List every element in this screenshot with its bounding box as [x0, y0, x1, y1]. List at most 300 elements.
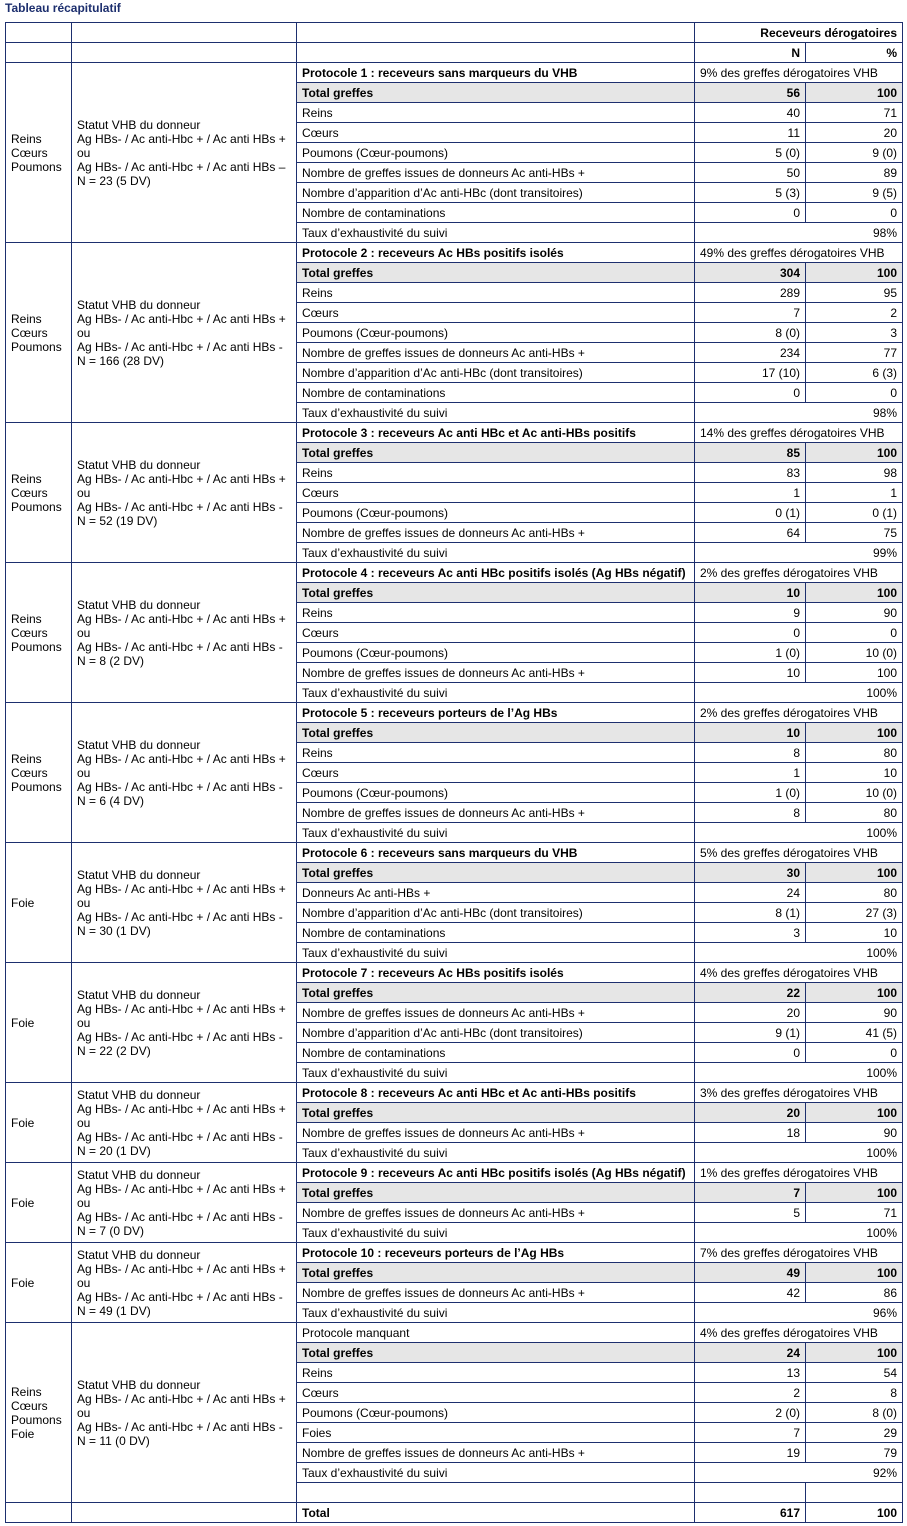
percent-value: 100: [806, 1343, 903, 1363]
organ-label: Foie: [11, 1275, 35, 1290]
donor-status-line: Ag HBs- / Ac anti-Hbc + / Ac anti HBs -: [77, 1129, 283, 1144]
row-label: Reins: [297, 103, 695, 123]
organ-label: Foie: [11, 1195, 35, 1210]
donor-status-line: ou: [77, 895, 91, 910]
organ-label: Cœurs: [11, 325, 48, 340]
percent-value: 54: [806, 1363, 903, 1383]
row-label: Total greffes: [297, 723, 695, 743]
row-label: Nombre d’apparition d’Ac anti-HBc (dont transitoires): [297, 183, 695, 203]
grand-total-count: 617: [695, 1503, 806, 1523]
count-value: 2: [695, 1383, 806, 1403]
organ-label: Foie: [11, 895, 35, 910]
organ-cell: [6, 563, 72, 703]
percent-value: 27 (3): [806, 903, 903, 923]
count-value: 8: [695, 743, 806, 763]
percent-value: 41 (5): [806, 1023, 903, 1043]
row-label: Poumons (Cœur-poumons): [297, 643, 695, 663]
header-pct: %: [806, 43, 903, 63]
protocol-share: 4% des greffes dérogatoires VHB: [695, 1323, 903, 1343]
donor-status-line: Statut VHB du donneur: [77, 1087, 201, 1102]
donor-status-line: Ag HBs- / Ac anti-Hbc + / Ac anti HBs +: [77, 1391, 286, 1406]
row-label: Nombre de contaminations: [297, 1043, 695, 1063]
percent-value: 95: [806, 283, 903, 303]
row-label: Nombre de greffes issues de donneurs Ac anti-HBs +: [297, 163, 695, 183]
grand-total-row: [6, 1503, 903, 1523]
protocol-title: Protocole 6 : receveurs sans marqueurs du VHB: [297, 843, 695, 863]
percent-value: 100: [806, 263, 903, 283]
count-value: 1: [695, 763, 806, 783]
protocol-title: Protocole 3 : receveurs Ac anti HBc et Ac anti-HBs positifs: [297, 423, 695, 443]
row-label: Nombre d’apparition d’Ac anti-HBc (dont transitoires): [297, 363, 695, 383]
organ-label: Cœurs: [11, 145, 48, 160]
row-label: Reins: [297, 603, 695, 623]
protocol-row: [6, 243, 903, 263]
header-receveurs: Receveurs dérogatoires: [695, 23, 903, 43]
count-value: 7: [695, 1423, 806, 1443]
count-value: 7: [695, 303, 806, 323]
organ-label: Foie: [11, 1015, 35, 1030]
donor-status-line: Statut VHB du donneur: [77, 987, 201, 1002]
donor-status-line: Ag HBs- / Ac anti-Hbc + / Ac anti HBs -: [77, 1419, 283, 1434]
row-label: Total greffes: [297, 1343, 695, 1363]
donor-status-line: ou: [77, 1275, 91, 1290]
organ-cell: [6, 843, 72, 963]
percent-value: 71: [806, 1203, 903, 1223]
row-label: Reins: [297, 743, 695, 763]
donor-status-line: ou: [77, 765, 91, 780]
protocol-title: Protocole 5 : receveurs porteurs de l’Ag HBs: [297, 703, 695, 723]
percent-value: 8: [806, 1383, 903, 1403]
organ-label: Foie: [11, 1115, 35, 1130]
count-value: 9: [695, 603, 806, 623]
organ-label: Poumons: [11, 339, 62, 354]
protocol-title: Protocole 7 : receveurs Ac HBs positifs isolés: [297, 963, 695, 983]
count-value: 11: [695, 123, 806, 143]
percent-value: 71: [806, 103, 903, 123]
donor-status-line: Ag HBs- / Ac anti-Hbc + / Ac anti HBs -: [77, 909, 283, 924]
protocol-share: 1% des greffes dérogatoires VHB: [695, 1163, 903, 1183]
row-label: Nombre de greffes issues de donneurs Ac anti-HBs +: [297, 1203, 695, 1223]
donor-status-line: Ag HBs- / Ac anti-Hbc + / Ac anti HBs -: [77, 1209, 283, 1224]
protocol-row: [6, 1163, 903, 1183]
percent-value: 29: [806, 1423, 903, 1443]
count-value: 20: [695, 1003, 806, 1023]
percent-value: 0: [806, 203, 903, 223]
protocol-title: Protocole 2 : receveurs Ac HBs positifs isolés: [297, 243, 695, 263]
row-label: Nombre d’apparition d’Ac anti-HBc (dont transitoires): [297, 1023, 695, 1043]
percent-value: 10: [806, 923, 903, 943]
organ-cell: [6, 1243, 72, 1323]
percent-value: 90: [806, 1003, 903, 1023]
percent-value: 8 (0): [806, 1403, 903, 1423]
count-value: 10: [695, 583, 806, 603]
donor-status-cell: [72, 563, 297, 703]
donor-status-line: Ag HBs- / Ac anti-Hbc + / Ac anti HBs +: [77, 131, 286, 146]
header-empty-cell: [72, 23, 297, 43]
organ-label: Reins: [11, 471, 42, 486]
row-label: Taux d’exhaustivité du suivi: [297, 223, 695, 243]
protocol-share: 4% des greffes dérogatoires VHB: [695, 963, 903, 983]
count-value: 9 (1): [695, 1023, 806, 1043]
donor-status-cell: [72, 703, 297, 843]
row-label: Total greffes: [297, 583, 695, 603]
count-value: 0: [695, 203, 806, 223]
donor-status-line: Ag HBs- / Ac anti-Hbc + / Ac anti HBs +: [77, 751, 286, 766]
protocol-row: [6, 1323, 903, 1343]
organ-label: Cœurs: [11, 625, 48, 640]
row-label: Cœurs: [297, 303, 695, 323]
percent-value: 9 (5): [806, 183, 903, 203]
percent-value: 79: [806, 1443, 903, 1463]
donor-status-cell: [72, 1323, 297, 1503]
protocol-row: [6, 63, 903, 83]
percent-value: 90: [806, 1123, 903, 1143]
row-label: Nombre de greffes issues de donneurs Ac anti-HBs +: [297, 1003, 695, 1023]
percent-value: 100: [806, 983, 903, 1003]
summary-table: [5, 22, 903, 1523]
row-label: Taux d’exhaustivité du suivi: [297, 1463, 695, 1483]
header-empty-cell: [297, 23, 695, 43]
count-value: 2 (0): [695, 1403, 806, 1423]
organ-cell: [6, 423, 72, 563]
organ-label: Foie: [11, 1426, 35, 1441]
percent-value: 100: [806, 663, 903, 683]
protocol-row: [6, 843, 903, 863]
protocol-title: Protocole 4 : receveurs Ac anti HBc positifs isolés (Ag HBs négatif): [297, 563, 695, 583]
protocol-title: Protocole 1 : receveurs sans marqueurs du VHB: [297, 63, 695, 83]
donor-status-line: ou: [77, 1115, 91, 1130]
donor-status-cell: [72, 423, 297, 563]
count-value: 50: [695, 163, 806, 183]
completeness-value: 92%: [695, 1463, 903, 1483]
row-label: Poumons (Cœur-poumons): [297, 1403, 695, 1423]
organ-label: Poumons: [11, 499, 62, 514]
donor-status-line: N = 22 (2 DV): [77, 1043, 151, 1058]
row-label: Total greffes: [297, 983, 695, 1003]
completeness-value: 96%: [695, 1303, 903, 1323]
count-value: 40: [695, 103, 806, 123]
count-value: 0: [695, 1043, 806, 1063]
count-value: 5 (0): [695, 143, 806, 163]
donor-status-cell: [72, 1243, 297, 1323]
count-value: 83: [695, 463, 806, 483]
row-label: Cœurs: [297, 1383, 695, 1403]
percent-value: 100: [806, 583, 903, 603]
header-empty-cell: [6, 23, 72, 43]
organ-label: Poumons: [11, 1412, 62, 1427]
table-body: [6, 63, 903, 1523]
percent-value: 89: [806, 163, 903, 183]
header-empty-cell: [297, 43, 695, 63]
percent-value: 77: [806, 343, 903, 363]
row-label: Taux d’exhaustivité du suivi: [297, 1303, 695, 1323]
percent-value: 2: [806, 303, 903, 323]
row-label: Poumons (Cœur-poumons): [297, 323, 695, 343]
donor-status-line: Ag HBs- / Ac anti-Hbc + / Ac anti HBs +: [77, 311, 286, 326]
percent-value: 0: [806, 1043, 903, 1063]
donor-status-cell: [72, 1083, 297, 1163]
donor-status-line: Statut VHB du donneur: [77, 457, 201, 472]
row-label: Taux d’exhaustivité du suivi: [297, 1223, 695, 1243]
protocol-title: Protocole 10 : receveurs porteurs de l’Ag HBs: [297, 1243, 695, 1263]
donor-status-line: N = 7 (0 DV): [77, 1223, 145, 1238]
count-value: [695, 1483, 806, 1503]
count-value: 17 (10): [695, 363, 806, 383]
row-label: Cœurs: [297, 123, 695, 143]
row-label: Total greffes: [297, 1263, 695, 1283]
row-label: [297, 1483, 695, 1503]
organ-cell: [6, 243, 72, 423]
donor-status-line: Statut VHB du donneur: [77, 297, 201, 312]
count-value: 24: [695, 883, 806, 903]
percent-value: 80: [806, 883, 903, 903]
percent-value: 98: [806, 463, 903, 483]
protocol-row: [6, 423, 903, 443]
donor-status-line: Ag HBs- / Ac anti-Hbc + / Ac anti HBs -: [77, 639, 283, 654]
header-row-1: [6, 23, 903, 43]
count-value: 1 (0): [695, 643, 806, 663]
count-value: 0: [695, 383, 806, 403]
percent-value: 0 (1): [806, 503, 903, 523]
row-label: Cœurs: [297, 483, 695, 503]
donor-status-cell: [72, 63, 297, 243]
count-value: 10: [695, 663, 806, 683]
count-value: 8 (0): [695, 323, 806, 343]
protocol-share: 2% des greffes dérogatoires VHB: [695, 703, 903, 723]
row-label: Taux d’exhaustivité du suivi: [297, 1063, 695, 1083]
donor-status-line: N = 49 (1 DV): [77, 1303, 151, 1318]
percent-value: 86: [806, 1283, 903, 1303]
count-value: 64: [695, 523, 806, 543]
organ-cell: [6, 1163, 72, 1243]
count-value: 5: [695, 1203, 806, 1223]
row-label: Poumons (Cœur-poumons): [297, 503, 695, 523]
row-label: Taux d’exhaustivité du suivi: [297, 943, 695, 963]
donor-status-line: Ag HBs- / Ac anti-Hbc + / Ac anti HBs -: [77, 1289, 283, 1304]
row-label: Cœurs: [297, 763, 695, 783]
empty-cell: [6, 1503, 72, 1523]
percent-value: 6 (3): [806, 363, 903, 383]
row-label: Taux d’exhaustivité du suivi: [297, 1143, 695, 1163]
donor-status-cell: [72, 843, 297, 963]
donor-status-cell: [72, 1163, 297, 1243]
completeness-value: 100%: [695, 683, 903, 703]
donor-status-line: N = 23 (5 DV): [77, 173, 151, 188]
count-value: 1 (0): [695, 783, 806, 803]
completeness-value: 100%: [695, 823, 903, 843]
row-label: Cœurs: [297, 623, 695, 643]
donor-status-line: N = 20 (1 DV): [77, 1143, 151, 1158]
row-label: Poumons (Cœur-poumons): [297, 783, 695, 803]
row-label: Poumons (Cœur-poumons): [297, 143, 695, 163]
header-row-2: [6, 43, 903, 63]
count-value: 304: [695, 263, 806, 283]
organ-label: Reins: [11, 131, 42, 146]
donor-status-line: ou: [77, 1405, 91, 1420]
count-value: 24: [695, 1343, 806, 1363]
percent-value: 100: [806, 723, 903, 743]
row-label: Taux d’exhaustivité du suivi: [297, 403, 695, 423]
donor-status-line: Statut VHB du donneur: [77, 1377, 201, 1392]
count-value: 13: [695, 1363, 806, 1383]
row-label: Total greffes: [297, 1103, 695, 1123]
row-label: Nombre de contaminations: [297, 383, 695, 403]
percent-value: 0: [806, 383, 903, 403]
donor-status-line: Ag HBs- / Ac anti-Hbc + / Ac anti HBs -: [77, 499, 283, 514]
organ-label: Reins: [11, 611, 42, 626]
organ-label: Cœurs: [11, 1398, 48, 1413]
row-label: Donneurs Ac anti-HBs +: [297, 883, 695, 903]
donor-status-line: Ag HBs- / Ac anti-Hbc + / Ac anti HBs +: [77, 1101, 286, 1116]
header-n: N: [695, 43, 806, 63]
row-label: Total greffes: [297, 263, 695, 283]
organ-label: Poumons: [11, 639, 62, 654]
percent-value: 3: [806, 323, 903, 343]
completeness-value: 100%: [695, 1143, 903, 1163]
donor-status-cell: [72, 243, 297, 423]
protocol-title: Protocole 8 : receveurs Ac anti HBc et Ac anti-HBs positifs: [297, 1083, 695, 1103]
row-label: Nombre de greffes issues de donneurs Ac anti-HBs +: [297, 523, 695, 543]
organ-cell: [6, 703, 72, 843]
completeness-value: 100%: [695, 943, 903, 963]
percent-value: 10 (0): [806, 783, 903, 803]
percent-value: 10 (0): [806, 643, 903, 663]
row-label: Total greffes: [297, 863, 695, 883]
donor-status-line: N = 30 (1 DV): [77, 923, 151, 938]
completeness-value: 100%: [695, 1063, 903, 1083]
empty-cell: [72, 1503, 297, 1523]
completeness-value: 99%: [695, 543, 903, 563]
row-label: Total greffes: [297, 1183, 695, 1203]
protocol-title: Protocole 9 : receveurs Ac anti HBc positifs isolés (Ag HBs négatif): [297, 1163, 695, 1183]
organ-label: Reins: [11, 311, 42, 326]
percent-value: [806, 1483, 903, 1503]
protocol-share: 7% des greffes dérogatoires VHB: [695, 1243, 903, 1263]
organ-label: Cœurs: [11, 765, 48, 780]
donor-status-line: Ag HBs- / Ac anti-Hbc + / Ac anti HBs +: [77, 1261, 286, 1276]
organ-label: Cœurs: [11, 485, 48, 500]
organ-label: Poumons: [11, 159, 62, 174]
organ-label: Reins: [11, 751, 42, 766]
protocol-row: [6, 1083, 903, 1103]
percent-value: 100: [806, 1103, 903, 1123]
percent-value: 10: [806, 763, 903, 783]
protocol-row: [6, 963, 903, 983]
donor-status-line: ou: [77, 485, 91, 500]
count-value: 56: [695, 83, 806, 103]
donor-status-line: Ag HBs- / Ac anti-Hbc + / Ac anti HBs -: [77, 1029, 283, 1044]
count-value: 85: [695, 443, 806, 463]
donor-status-line: N = 11 (0 DV): [77, 1433, 150, 1448]
percent-value: 100: [806, 443, 903, 463]
count-value: 7: [695, 1183, 806, 1203]
donor-status-line: N = 166 (28 DV): [77, 353, 165, 368]
completeness-value: 98%: [695, 223, 903, 243]
row-label: Total greffes: [297, 83, 695, 103]
donor-status-line: Ag HBs- / Ac anti-Hbc + / Ac anti HBs -: [77, 779, 283, 794]
count-value: 20: [695, 1103, 806, 1123]
row-label: Nombre de greffes issues de donneurs Ac anti-HBs +: [297, 803, 695, 823]
donor-status-line: N = 6 (4 DV): [77, 793, 145, 808]
header-empty-cell: [72, 43, 297, 63]
donor-status-cell: [72, 963, 297, 1083]
donor-status-line: Ag HBs- / Ac anti-Hbc + / Ac anti HBs +: [77, 471, 286, 486]
donor-status-line: ou: [77, 1015, 91, 1030]
row-label: Foies: [297, 1423, 695, 1443]
row-label: Nombre de greffes issues de donneurs Ac anti-HBs +: [297, 1443, 695, 1463]
count-value: 0: [695, 623, 806, 643]
protocol-share: 2% des greffes dérogatoires VHB: [695, 563, 903, 583]
donor-status-line: Ag HBs- / Ac anti-Hbc + / Ac anti HBs +: [77, 881, 286, 896]
row-label: Taux d’exhaustivité du suivi: [297, 543, 695, 563]
row-label: Nombre de greffes issues de donneurs Ac anti-HBs +: [297, 663, 695, 683]
percent-value: 1: [806, 483, 903, 503]
row-label: Nombre d’apparition d’Ac anti-HBc (dont transitoires): [297, 903, 695, 923]
count-value: 5 (3): [695, 183, 806, 203]
protocol-share: 9% des greffes dérogatoires VHB: [695, 63, 903, 83]
grand-total-label: Total: [297, 1503, 695, 1523]
organ-cell: [6, 1323, 72, 1503]
donor-status-line: ou: [77, 325, 91, 340]
count-value: 234: [695, 343, 806, 363]
count-value: 8: [695, 803, 806, 823]
count-value: 49: [695, 1263, 806, 1283]
protocol-row: [6, 703, 903, 723]
header-empty-cell: [6, 43, 72, 63]
organ-cell: [6, 1083, 72, 1163]
percent-value: 75: [806, 523, 903, 543]
count-value: 10: [695, 723, 806, 743]
percent-value: 100: [806, 1263, 903, 1283]
count-value: 19: [695, 1443, 806, 1463]
donor-status-line: Statut VHB du donneur: [77, 867, 201, 882]
percent-value: 80: [806, 803, 903, 823]
count-value: 3: [695, 923, 806, 943]
count-value: 42: [695, 1283, 806, 1303]
donor-status-line: N = 8 (2 DV): [77, 653, 145, 668]
count-value: 22: [695, 983, 806, 1003]
count-value: 30: [695, 863, 806, 883]
protocol-share: 14% des greffes dérogatoires VHB: [695, 423, 903, 443]
count-value: 8 (1): [695, 903, 806, 923]
donor-status-line: ou: [77, 145, 91, 160]
organ-label: Reins: [11, 1384, 42, 1399]
count-value: 1: [695, 483, 806, 503]
percent-value: 80: [806, 743, 903, 763]
donor-status-line: Statut VHB du donneur: [77, 1247, 201, 1262]
percent-value: 100: [806, 863, 903, 883]
grand-total-percent: 100: [806, 1503, 903, 1523]
count-value: 289: [695, 283, 806, 303]
percent-value: 90: [806, 603, 903, 623]
row-label: Taux d’exhaustivité du suivi: [297, 683, 695, 703]
protocol-title: Protocole manquant: [297, 1323, 695, 1343]
row-label: Total greffes: [297, 443, 695, 463]
count-value: 18: [695, 1123, 806, 1143]
row-label: Reins: [297, 283, 695, 303]
completeness-value: 100%: [695, 1223, 903, 1243]
protocol-row: [6, 563, 903, 583]
row-label: Taux d’exhaustivité du suivi: [297, 823, 695, 843]
donor-status-line: Ag HBs- / Ac anti-Hbc + / Ac anti HBs +: [77, 1181, 286, 1196]
row-label: Nombre de contaminations: [297, 923, 695, 943]
row-label: Nombre de greffes issues de donneurs Ac anti-HBs +: [297, 343, 695, 363]
percent-value: 20: [806, 123, 903, 143]
donor-status-line: ou: [77, 1195, 91, 1210]
row-label: Reins: [297, 1363, 695, 1383]
completeness-value: 98%: [695, 403, 903, 423]
organ-cell: [6, 63, 72, 243]
